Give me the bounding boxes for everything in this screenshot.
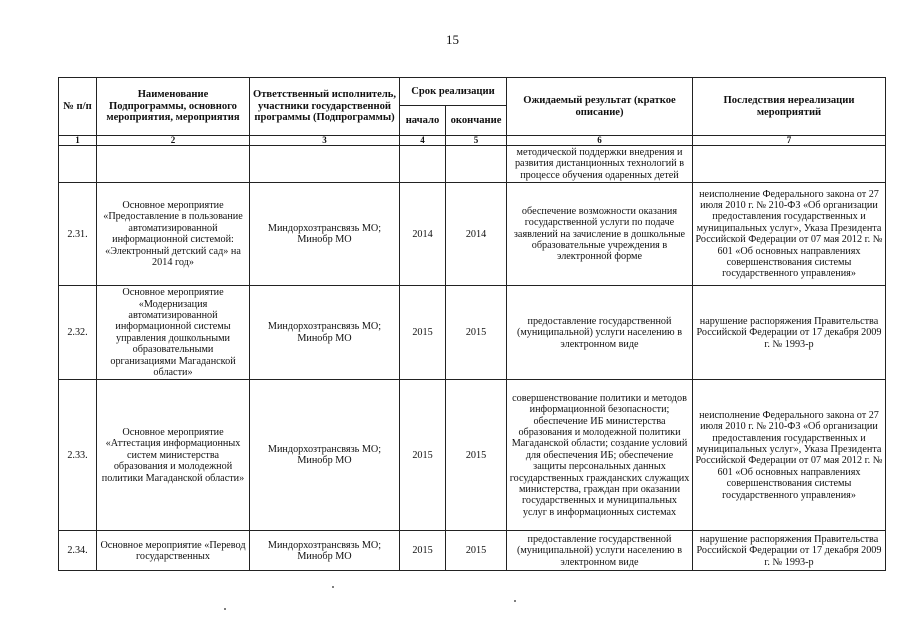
row-end bbox=[446, 146, 507, 183]
scan-speck bbox=[514, 600, 516, 602]
row-num: 2.34. bbox=[59, 531, 97, 571]
row-num bbox=[59, 146, 97, 183]
table-row bbox=[59, 183, 886, 286]
row-result: совершенствование политики и методов информационной безопасности; обеспечение ИБ министерства образования и молодежной политики Магаданской области; создание условий для обеспечения ИБ; обеспечение защиты персональных данных государственных гражданских служащих министерства, граждан при оказании государственных и муниципальных услуг в информационных системах bbox=[507, 380, 693, 531]
page-number: 15 bbox=[446, 32, 459, 47]
row-responsible: Миндорхозтрансвязь МО; Минобр МО bbox=[250, 286, 400, 380]
row-name: Основное мероприятие «Предоставление в пользование автоматизированной информационной системой: «Электронный детский сад» на 2014 год» bbox=[97, 183, 250, 286]
row-result: обеспечение возможности оказания государственной услуги по подаче заявлений на зачисление в дошкольные образовательные учреждения в электронной форме bbox=[507, 183, 693, 286]
scan-speck bbox=[224, 608, 226, 610]
row-name: Основное мероприятие «Аттестация информационных систем министерства образования и молодежной политики Магаданской области» bbox=[97, 380, 250, 531]
column-number: 1 bbox=[59, 136, 97, 146]
table-row bbox=[59, 286, 886, 380]
row-start: 2015 bbox=[400, 380, 446, 531]
header-period: Срок реализации bbox=[400, 78, 507, 106]
row-end: 2014 bbox=[446, 183, 507, 286]
row-responsible: Миндорхозтрансвязь МО; Минобр МО bbox=[250, 380, 400, 531]
row-num: 2.31. bbox=[59, 183, 97, 286]
column-number: 3 bbox=[250, 136, 400, 146]
row-end: 2015 bbox=[446, 531, 507, 571]
row-consequences: неисполнение Федерального закона от 27 июля 2010 г. № 210-ФЗ «Об организации предоставления государственных и муниципальных услуг», Указа Президента Российской Федерации от 07 мая 2012 г. № 601 «Об основных направлениях совершенствования системы государственного управления» bbox=[693, 380, 886, 531]
row-end: 2015 bbox=[446, 380, 507, 531]
row-start bbox=[400, 146, 446, 183]
header-result: Ожидаемый результат (краткое описание) bbox=[507, 78, 693, 136]
row-name: Основное мероприятие «Модернизация автоматизированной информационной системы управления дошкольными образовательными организациями Магаданской области» bbox=[97, 286, 250, 380]
row-name bbox=[97, 146, 250, 183]
row-consequences bbox=[693, 146, 886, 183]
header-consequences: Последствия нереализации мероприятий bbox=[693, 78, 886, 136]
row-responsible: Миндорхозтрансвязь МО; Минобр МО bbox=[250, 531, 400, 571]
column-number: 6 bbox=[507, 136, 693, 146]
column-number: 4 bbox=[400, 136, 446, 146]
table-row bbox=[59, 531, 886, 571]
header-end: окончание bbox=[446, 106, 507, 136]
row-consequences: нарушение распоряжения Правительства Российской Федерации от 17 декабря 2009 г. № 1993-р bbox=[693, 286, 886, 380]
column-number: 2 bbox=[97, 136, 250, 146]
row-num: 2.32. bbox=[59, 286, 97, 380]
row-consequences: неисполнение Федерального закона от 27 июля 2010 г. № 210-ФЗ «Об организации предоставления государственных и муниципальных услуг», Указа Президента Российской Федерации от 07 мая 2012 г. № 601 «Об основных направлениях совершенствования системы государственного управления» bbox=[693, 183, 886, 286]
row-result: методической поддержки внедрения и развития дистанционных технологий в процессе обучения одаренных детей bbox=[507, 146, 693, 183]
program-activities-table bbox=[58, 77, 886, 571]
header-responsible: Ответственный исполнитель, участники государственной программы (Подпрограммы) bbox=[250, 78, 400, 136]
row-result: предоставление государственной (муниципальной) услуги населению в электронном виде bbox=[507, 286, 693, 380]
row-result: предоставление государственной (муниципальной) услуги населению в электронном виде bbox=[507, 531, 693, 571]
scan-speck bbox=[332, 586, 334, 588]
table-row bbox=[59, 380, 886, 531]
column-number: 5 bbox=[446, 136, 507, 146]
column-number-row bbox=[59, 136, 886, 146]
row-responsible: Миндорхозтрансвязь МО; Минобр МО bbox=[250, 183, 400, 286]
row-start: 2015 bbox=[400, 286, 446, 380]
header-name: Наименование Подпрограммы, основного мероприятия, мероприятия bbox=[97, 78, 250, 136]
row-consequences: нарушение распоряжения Правительства Российской Федерации от 17 декабря 2009 г. № 1993-р bbox=[693, 531, 886, 571]
table-header-row bbox=[59, 78, 886, 106]
row-start: 2014 bbox=[400, 183, 446, 286]
header-start: начало bbox=[400, 106, 446, 136]
header-num: № п/п bbox=[59, 78, 97, 136]
row-name: Основное мероприятие «Перевод государственных bbox=[97, 531, 250, 571]
row-end: 2015 bbox=[446, 286, 507, 380]
row-responsible bbox=[250, 146, 400, 183]
column-number: 7 bbox=[693, 136, 886, 146]
row-start: 2015 bbox=[400, 531, 446, 571]
table-row bbox=[59, 146, 886, 183]
row-num: 2.33. bbox=[59, 380, 97, 531]
